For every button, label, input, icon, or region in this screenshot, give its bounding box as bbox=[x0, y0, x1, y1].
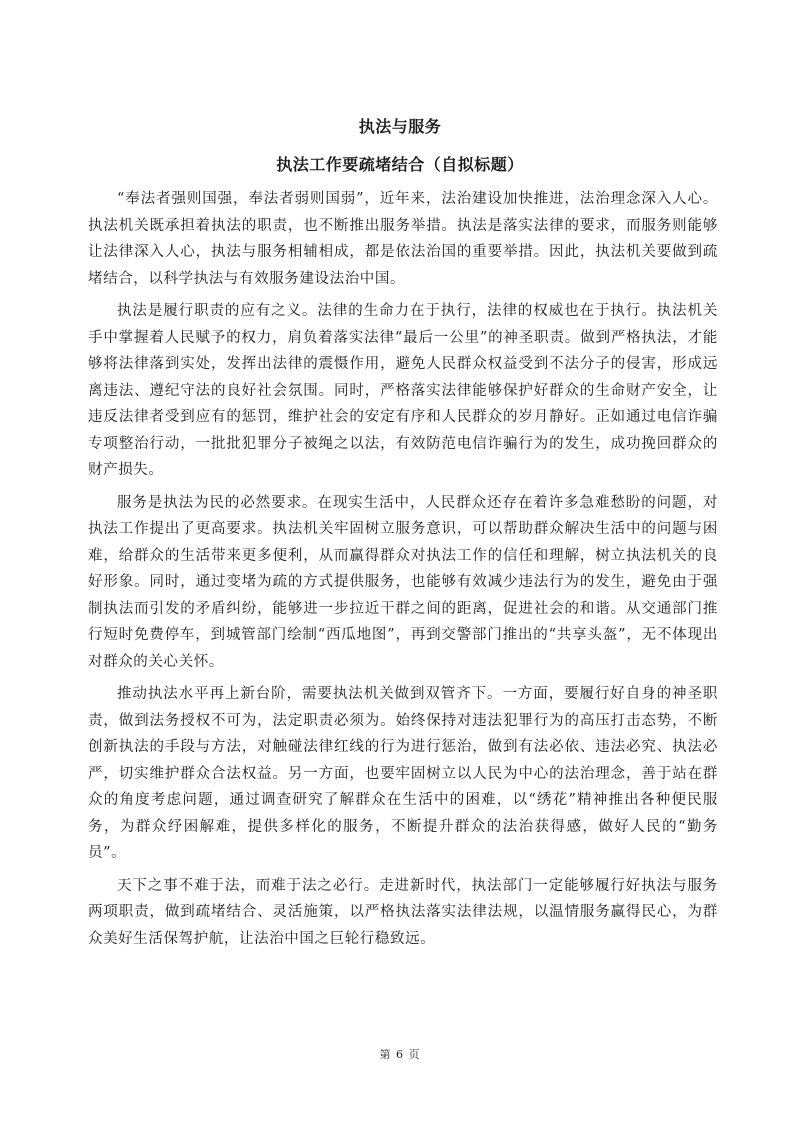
paragraph-5: 天下之事不难于法，而难于法之必行。走进新时代，执法部门一定能够履行好执法与服务两项职责，做到疏堵结合、灵活施策，以严格执法落实法律法规，以温情服务赢得民心，为群众美好生活保驾护航，让法治中国之巨轮行稳致远。 bbox=[88, 877, 718, 947]
document-body bbox=[88, 186, 718, 958]
paragraph-2: 执法是履行职责的应有之义。法律的生命力在于执行，法律的权威也在于执行。执法机关手中掌握着人民赋予的权力，肩负着落实法律“最后一公里”的神圣职责。做到严格执法，才能够将法律落到实处，发挥出法律的震慑作用，避免人民群众权益受到不法分子的侵害，形成远离违法、遵纪守法的良好社会氛围。同时，严格落实法律能够保护好群众的生命财产安全，让违反法律者受到应有的惩罚，维护社会的安定有序和人民群众的岁月静好。正如通过电信诈骗专项整治行动，一批批犯罪分子被绳之以法，有效防范电信诈骗行为的发生，成功挽回群众的财产损失。 bbox=[88, 303, 718, 478]
paragraph-4: 推动执法水平再上新台阶，需要执法机关做到双管齐下。一方面，要履行好自身的神圣职责，做到法务授权不可为，法定职责必须为。始终保持对违法犯罪行为的高压打击态势，不断创新执法的手段与方法，对触碰法律红线的行为进行惩治，做到有法必依、违法必究、执法必严，切实维护群众合法权益。另一方面，也要牢固树立以人民为中心的法治理念，善于站在群众的角度考虑问题，通过调查研究了解群众在生活中的困难，以“绣花”精神推出各种便民服务，为群众纾困解难，提供多样化的服务，不断提升群众的法治获得感，做好人民的“勤务员”。 bbox=[88, 686, 718, 861]
paragraph-3: 服务是执法为民的必然要求。在现实生活中，人民群众还存在着许多急难愁盼的问题，对执法工作提出了更高要求。执法机关牢固树立服务意识，可以帮助群众解决生活中的问题与困难，给群众的生活带来更多便利，从而赢得群众对执法工作的信任和理解，树立执法机关的良好形象。同时，通过变堵为疏的方式提供服务，也能够有效减少违法行为的发生，避免由于强制执法而引发的矛盾纠纷，能够进一步拉近干群之间的距离，促进社会的和谐。从交通部门推行短时免费停车，到城管部门绘制“西瓜地图”，再到交警部门推出的“共享头盔”，无不体现出对群众的关心关怀。 bbox=[88, 494, 718, 670]
page-number: 第 6 页 bbox=[379, 1048, 421, 1061]
document-title: 执法与服务 bbox=[358, 117, 442, 136]
document-subtitle: 执法工作要疏堵结合（自拟标题） bbox=[276, 155, 524, 174]
paragraph-1: “奉法者强则国强，奉法者弱则国弱”，近年来，法治建设加快推进，法治理念深入人心。执法机关既承担着执法的职责，也不断推出服务举措。执法是落实法律的要求，而服务则能够让法律深入人心，执法与服务相辅相成，都是依法治国的重要举措。因此，执法机关要做到疏堵结合，以科学执法与有效服务建设法治中国。 bbox=[88, 191, 718, 287]
